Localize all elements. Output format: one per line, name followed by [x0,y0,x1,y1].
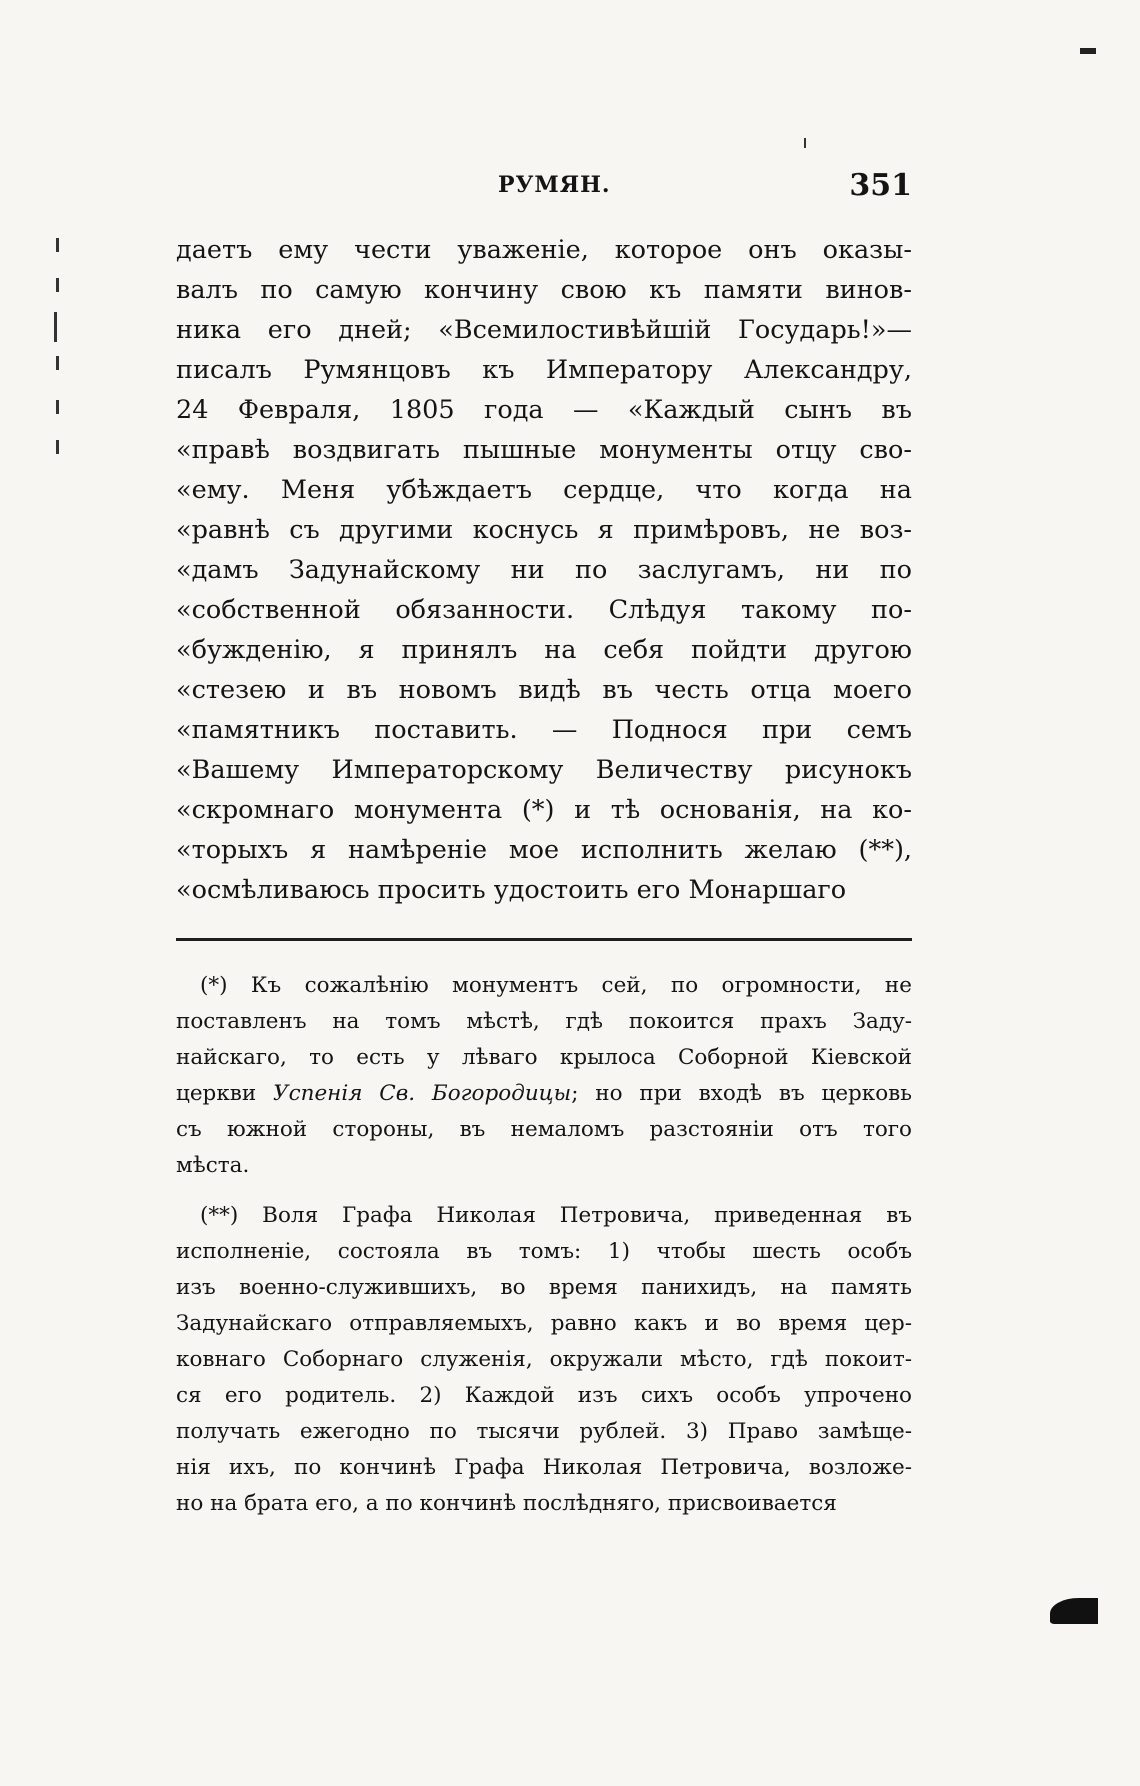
footnote-line: получать ежегодно по тысячи рублей. 3) Право замѣще- [176,1419,912,1444]
margin-tick [56,400,59,414]
footnote-line: (**) Воля Графа Николая Петровича, приведенная въ [200,1203,912,1228]
footnote-line: Задунайскаго отправляемыхъ, равно какъ и во время цер- [176,1311,912,1336]
footnotes [176,968,912,1522]
text-line: «Вашему Императорскому Величеству рисунокъ [176,755,912,785]
page-number: 351 [849,168,912,203]
margin-tick [56,278,59,292]
text-line: «торыхъ я намѣреніе мое исполнить желаю (**), [176,835,912,865]
footnote-line: (*) Къ сожалѣнію монументъ сей, по огромности, не [200,973,912,998]
footnote-line: найскаго, то есть у лѣваго крылоса Соборной Кіевской [176,1045,912,1070]
main-text [176,230,912,910]
text-line: «скромнаго монумента (*) и тѣ основанія, на ко- [176,795,912,825]
footnote-line: исполненіе, состояла въ томъ: 1) чтобы шесть особъ [176,1239,912,1264]
text-line: «правѣ воздвигать пышные монументы отцу сво- [176,435,912,465]
text-line: «осмѣливаюсь просить удостоить его Монаршаго [176,875,847,905]
footnote-line: но на брата его, а по кончинѣ послѣдняго, присвоивается [176,1491,837,1516]
text-line: «дамъ Задунайскому ни по заслугамъ, ни по [176,555,912,585]
text-line: «памятникъ поставить. — Поднося при семъ [176,715,912,745]
text-line: «бужденію, я принялъ на себя пойдти другою [176,635,912,665]
corner-mark-top [1080,48,1096,54]
text-line: ника его дней; «Всемилостивѣйшій Государь!»— [176,315,912,345]
footnote-line: съ южной стороны, въ немаломъ разстояніи отъ того [176,1117,912,1142]
footnote-line: ковнаго Соборнаго служенія, окружали мѣсто, гдѣ покоит- [176,1347,912,1372]
footnote-line: мѣста. [176,1153,250,1178]
text-line: «собственной обязанности. Слѣдуя такому по- [176,595,912,625]
footnote-line: нія ихъ, по кончинѣ Графа Николая Петровича, возложе- [176,1455,912,1480]
margin-tick [56,356,59,370]
footnote-rule [176,938,912,941]
footnote-line: поставленъ на томъ мѣстѣ, гдѣ покоится прахъ Заду- [176,1009,912,1034]
corner-mark-bottom [1050,1598,1098,1624]
text-line: 24 Февраля, 1805 года — «Каждый сынъ въ [176,395,912,425]
footnote-gap [176,1184,912,1198]
margin-tick [56,440,59,454]
text-line: писалъ Румянцовъ къ Императору Александру, [176,355,912,385]
footnote-line: изъ военно-служившихъ, во время панихидъ, на память [176,1275,912,1300]
footnote-line: ся его родитель. 2) Каждой изъ сихъ особъ упрочено [176,1383,912,1408]
text-line: «стезею и въ новомъ видѣ въ честь отца моего [176,675,912,705]
footnote-2 [176,1198,912,1522]
text-line: даетъ ему чести уваженіе, которое онъ оказы- [176,235,912,265]
footnote-italic-text: Успенія Св. Богородицы [273,1081,572,1106]
text-line: «равнѣ съ другими коснусь я примѣровъ, не воз- [176,515,912,545]
text-line: «ему. Меня убѣждаетъ сердце, что когда на [176,475,912,505]
running-head: РУМЯН. [498,172,611,198]
page-header [176,168,912,208]
footnote-text: церкви [176,1081,274,1106]
footnote-text: ; но при входѣ въ церковь [571,1081,912,1106]
text-line: валъ по самую кончину свою къ памяти винов- [176,275,912,305]
footnote-1 [176,968,912,1184]
margin-tick [54,312,57,342]
margin-tick [804,138,806,148]
footnote-line [176,1076,912,1112]
margin-tick [56,238,59,252]
